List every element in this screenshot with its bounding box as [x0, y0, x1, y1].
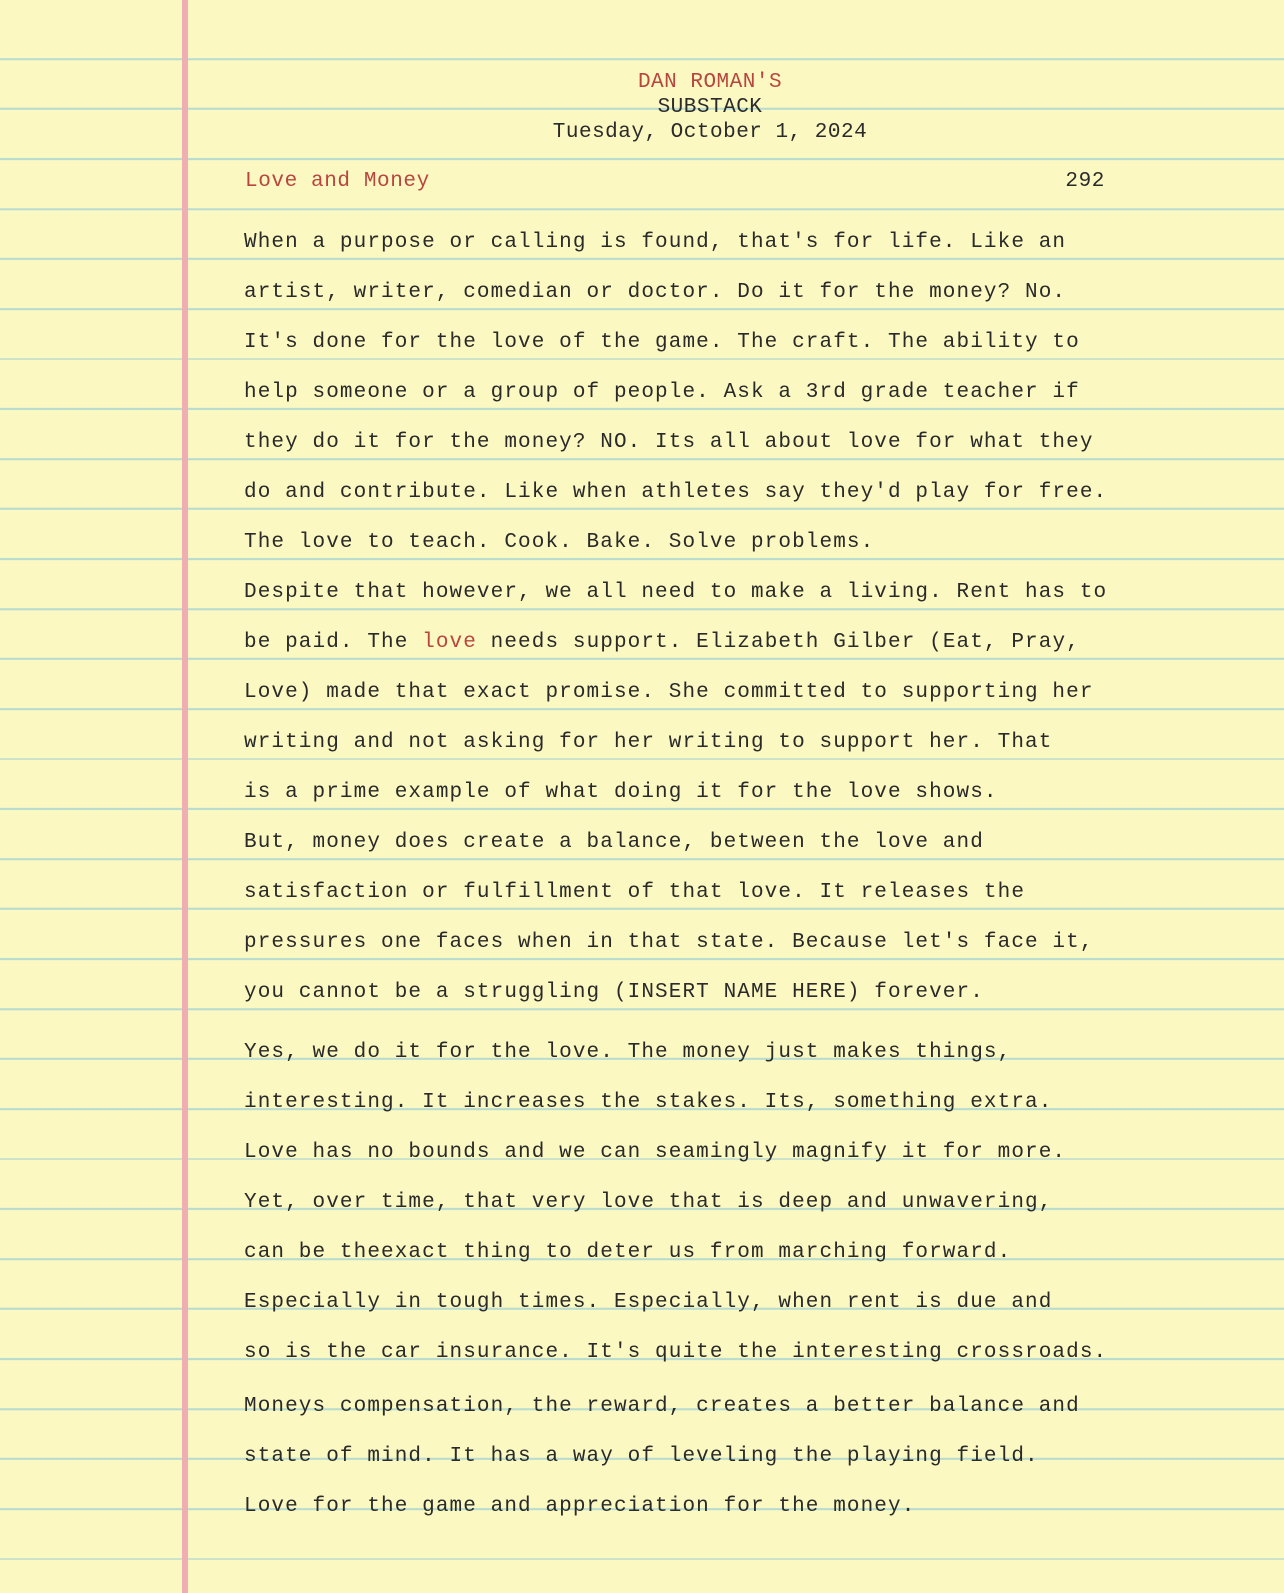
highlighted-word: love: [422, 631, 477, 654]
document-date: Tuesday, October 1, 2024: [552, 121, 868, 144]
text-line: do and contribute. Like when athletes say they'd play for free.: [244, 481, 1108, 504]
text-segment: needs support. Elizabeth Gilber (Eat, Pray,: [476, 631, 1080, 654]
text-line: Despite that however, we all need to make a living. Rent has to: [244, 581, 1108, 604]
text-line: state of mind. It has a way of leveling the playing field.: [244, 1445, 1039, 1468]
text-line: pressures one faces when in that state. Because let's face it,: [244, 931, 1094, 954]
text-line: is a prime example of what doing it for the love shows.: [244, 781, 998, 804]
text-line: Yes, we do it for the love. The money just makes things,: [244, 1041, 1012, 1064]
text-line: writing and not asking for her writing to support her. That: [244, 731, 1053, 754]
author-name: DAN ROMAN'S: [637, 71, 783, 94]
text-line: Love has no bounds and we can seamingly magnify it for more.: [244, 1141, 1067, 1164]
body-text: [244, 218, 1244, 1532]
text-line: Especially in tough times. Especially, when rent is due and: [244, 1291, 1053, 1314]
text-line: When a purpose or calling is found, that's for life. Like an: [244, 231, 1067, 254]
publication-name: SUBSTACK: [657, 96, 763, 119]
text-line: you cannot be a struggling (INSERT NAME HERE) forever.: [244, 981, 984, 1004]
text-line: Love for the game and appreciation for the money.: [244, 1495, 916, 1518]
text-line: satisfaction or fulfillment of that love. It releases the: [244, 881, 1026, 904]
red-margin-line: [182, 0, 188, 1593]
text-line: Moneys compensation, the reward, creates a better balance and: [244, 1395, 1080, 1418]
text-line: Love) made that exact promise. She committed to supporting her: [244, 681, 1094, 704]
text-line: so is the car insurance. It's quite the interesting crossroads.: [244, 1341, 1108, 1364]
text-line: help someone or a group of people. Ask a 3rd grade teacher if: [244, 381, 1080, 404]
text-segment: be paid. The: [244, 631, 423, 654]
page-number: 292: [1065, 170, 1105, 193]
document-header: [0, 70, 1284, 145]
text-line: interesting. It increases the stakes. Its, something extra.: [244, 1091, 1053, 1114]
text-line: But, money does create a balance, between the love and: [244, 831, 984, 854]
text-line: they do it for the money? NO. Its all about love for what they: [244, 431, 1094, 454]
text-line: The love to teach. Cook. Bake. Solve problems.: [244, 531, 875, 554]
text-line: Yet, over time, that very love that is deep and unwavering,: [244, 1191, 1053, 1214]
text-line: It's done for the love of the game. The craft. The ability to: [244, 331, 1080, 354]
text-line: can be theexact thing to deter us from marching forward.: [244, 1241, 1012, 1264]
text-line: [244, 618, 1244, 668]
text-line: artist, writer, comedian or doctor. Do it for the money? No.: [244, 281, 1067, 304]
title-row: [245, 170, 1105, 193]
document-title: Love and Money: [245, 170, 430, 193]
